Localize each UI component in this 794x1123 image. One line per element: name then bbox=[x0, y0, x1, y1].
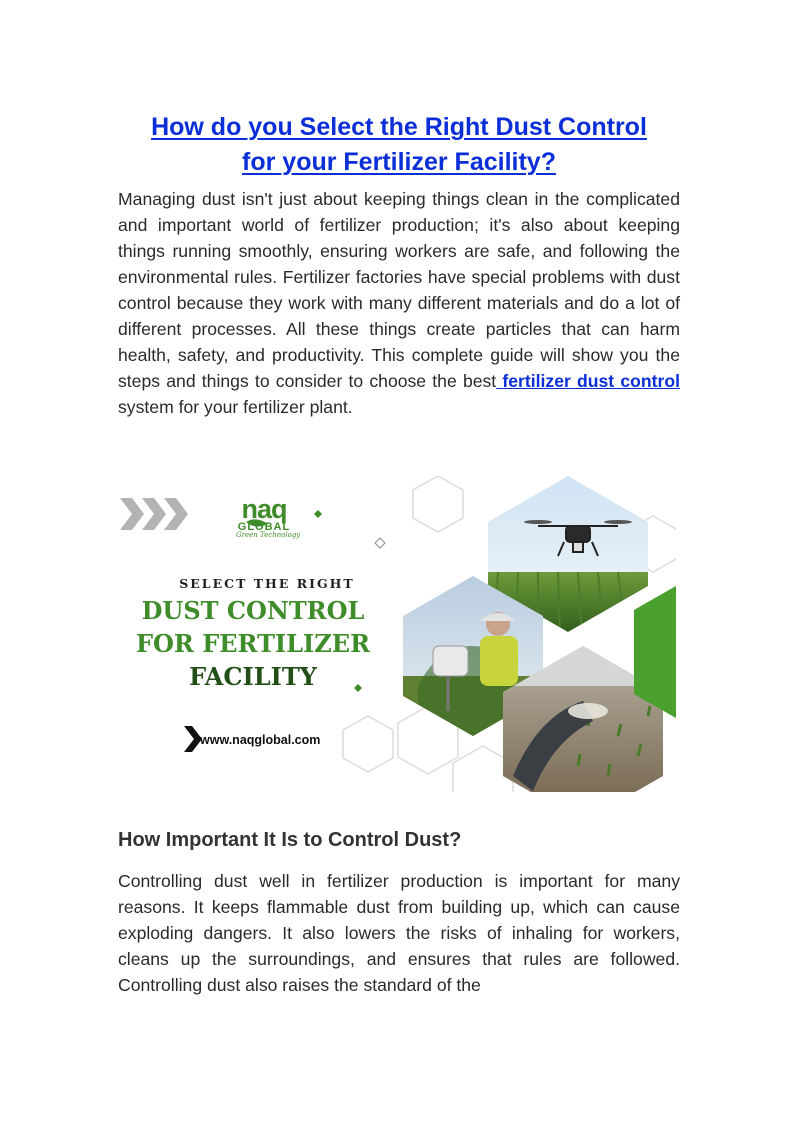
intro-paragraph bbox=[118, 186, 680, 420]
banner-subtitle: SELECT THE RIGHT bbox=[179, 576, 355, 591]
logo-naq-text: naq bbox=[241, 494, 287, 524]
banner-headline-line-2: FOR FERTILIZER bbox=[135, 629, 371, 658]
section-paragraph: Controlling dust well in fertilizer production is important for many reasons. It keeps flammable dust from building up, which can cause exploding dangers. It also lowers the risks of inhaling for workers, cleans up the surroundings, and ensures that rules are followed. Controlling dust also raises the standard of the bbox=[118, 871, 680, 995]
naq-global-logo bbox=[234, 496, 294, 533]
banner-headline-line-3: FACILITY bbox=[189, 662, 317, 691]
banner-headline bbox=[118, 594, 388, 693]
page-title[interactable] bbox=[118, 110, 680, 180]
banner-image bbox=[118, 476, 676, 792]
section-heading: How Important It Is to Control Dust? bbox=[118, 829, 462, 851]
logo-tagline: Green Technology bbox=[236, 531, 301, 539]
diamond-outline-icon bbox=[375, 538, 385, 548]
title-line-1[interactable]: How do you Select the Right Dust Control bbox=[151, 113, 647, 141]
banner-url: www.naqglobal.com bbox=[200, 733, 321, 747]
chevron-arrows-icon bbox=[120, 498, 188, 530]
title-line-2[interactable]: for your Fertilizer Facility? bbox=[242, 148, 556, 176]
fertilizer-dust-control-link[interactable]: fertilizer dust control bbox=[496, 371, 680, 391]
intro-text-end: system for your fertilizer plant. bbox=[118, 397, 353, 417]
intro-text: Managing dust isn't just about keeping things clean in the complicated and important world of fertilizer production; it's also about keeping things running smoothly, ensuring workers are safe, and following the environmental rules. Fertilizer factories have special problems with dust control because they work with many different materials and do a lot of different processes. All these things create particles that can harm health, safety, and productivity. This complete guide will show you the steps and things to consider to choose the best bbox=[118, 189, 680, 391]
banner-headline-line-1: DUST CONTROL bbox=[141, 596, 365, 625]
diamond-icon bbox=[314, 510, 322, 518]
logo-global-text: GLOBAL bbox=[237, 521, 291, 533]
